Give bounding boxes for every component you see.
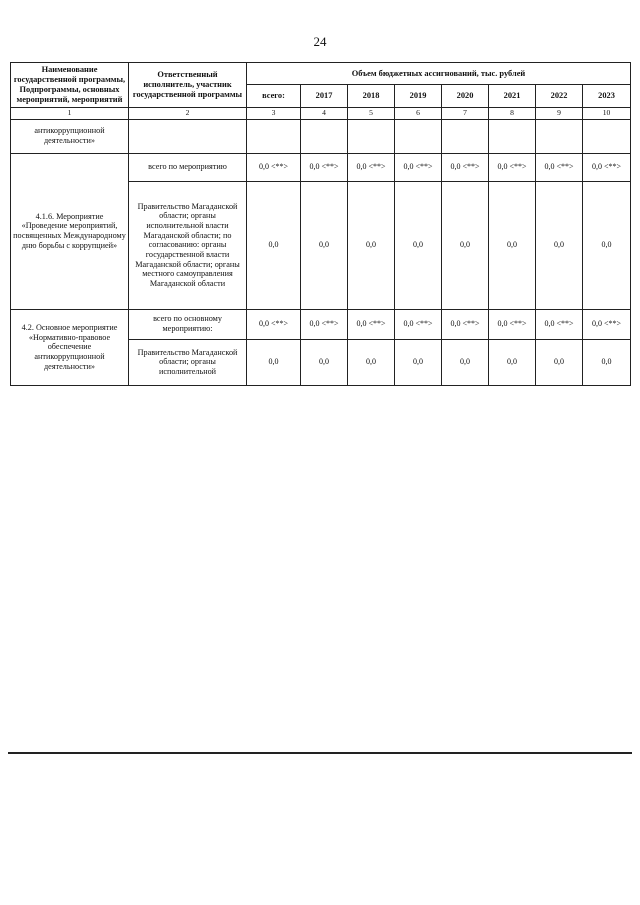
- cell-value: 0,0 <**>: [301, 309, 348, 339]
- cell-value: 0,0: [442, 181, 489, 309]
- horizontal-rule: [8, 752, 632, 754]
- header-year: 2020: [442, 85, 489, 107]
- cell-value: 0,0 <**>: [348, 309, 395, 339]
- cell-value: 0,0: [489, 181, 536, 309]
- cell-value: 0,0: [442, 339, 489, 385]
- cell-value: [395, 119, 442, 153]
- table-row: [11, 119, 631, 153]
- column-number: 1: [11, 107, 129, 119]
- header-name: Наименование государственной программы, Подпрограммы, основных мероприятий, мероприятий: [11, 63, 129, 108]
- cell-value: 0,0: [536, 181, 583, 309]
- cell-value: 0,0 <**>: [536, 153, 583, 181]
- cell-value: 0,0 <**>: [395, 153, 442, 181]
- column-number: 7: [442, 107, 489, 119]
- column-number: 4: [301, 107, 348, 119]
- row-executor: всего по основному мероприятию:: [129, 309, 247, 339]
- cell-value: 0,0: [583, 181, 631, 309]
- column-number: 6: [395, 107, 442, 119]
- cell-value: 0,0: [489, 339, 536, 385]
- row-name: антикоррупционной деятельности»: [11, 119, 129, 153]
- cell-value: 0,0 <**>: [489, 153, 536, 181]
- row-executor: всего по мероприятию: [129, 153, 247, 181]
- cell-value: 0,0: [583, 339, 631, 385]
- cell-value: 0,0 <**>: [442, 309, 489, 339]
- header-year: 2018: [348, 85, 395, 107]
- row-executor: Правительство Магаданской области; органы исполнительной власти Магаданской области; по согласованию: органы государственной власти Магаданской области; органы местного самоуправления Магаданской области: [129, 181, 247, 309]
- header-year: 2022: [536, 85, 583, 107]
- cell-value: [348, 119, 395, 153]
- cell-total: 0,0 <**>: [247, 309, 301, 339]
- column-number: 2: [129, 107, 247, 119]
- cell-value: 0,0 <**>: [583, 153, 631, 181]
- column-number: 9: [536, 107, 583, 119]
- header-year: 2017: [301, 85, 348, 107]
- column-number-row: [11, 107, 631, 119]
- row-name: 4.1.6. Мероприятие «Проведение мероприятий, посвященных Международному дню борьбы с коррупцией»: [11, 153, 129, 309]
- page-number: 24: [313, 34, 327, 49]
- cell-value: 0,0: [301, 181, 348, 309]
- cell-value: 0,0 <**>: [442, 153, 489, 181]
- cell-value: [301, 119, 348, 153]
- cell-total: [247, 119, 301, 153]
- cell-value: [442, 119, 489, 153]
- cell-value: 0,0 <**>: [536, 309, 583, 339]
- cell-value: 0,0 <**>: [348, 153, 395, 181]
- cell-value: 0,0 <**>: [583, 309, 631, 339]
- row-executor: Правительство Магаданской области; органы исполнительной: [129, 339, 247, 385]
- cell-value: 0,0: [301, 339, 348, 385]
- cell-total: 0,0: [247, 181, 301, 309]
- cell-value: 0,0: [395, 339, 442, 385]
- cell-value: 0,0 <**>: [301, 153, 348, 181]
- row-executor: [129, 119, 247, 153]
- column-number: 10: [583, 107, 631, 119]
- cell-total: 0,0: [247, 339, 301, 385]
- column-number: 3: [247, 107, 301, 119]
- cell-value: 0,0: [395, 181, 442, 309]
- header-year: 2023: [583, 85, 631, 107]
- cell-value: [536, 119, 583, 153]
- cell-value: 0,0: [348, 339, 395, 385]
- cell-total: 0,0 <**>: [247, 153, 301, 181]
- header-executor: Ответственный исполнитель, участник государственной программы: [129, 63, 247, 108]
- cell-value: 0,0 <**>: [489, 309, 536, 339]
- header-year: 2019: [395, 85, 442, 107]
- table-row: [11, 309, 631, 339]
- cell-value: [583, 119, 631, 153]
- header-year: 2021: [489, 85, 536, 107]
- row-name: 4.2. Основное мероприятие «Нормативно-правовое обеспечение антикоррупционной деятельности»: [11, 309, 129, 385]
- table-row: [11, 153, 631, 181]
- cell-value: [489, 119, 536, 153]
- column-number: 8: [489, 107, 536, 119]
- header-budget: Объем бюджетных ассигнований, тыс. рублей: [247, 63, 631, 85]
- cell-value: 0,0: [536, 339, 583, 385]
- header-total: всего:: [247, 85, 301, 107]
- budget-table: [10, 62, 631, 386]
- column-number: 5: [348, 107, 395, 119]
- cell-value: 0,0 <**>: [395, 309, 442, 339]
- header-row-1: [11, 63, 631, 85]
- cell-value: 0,0: [348, 181, 395, 309]
